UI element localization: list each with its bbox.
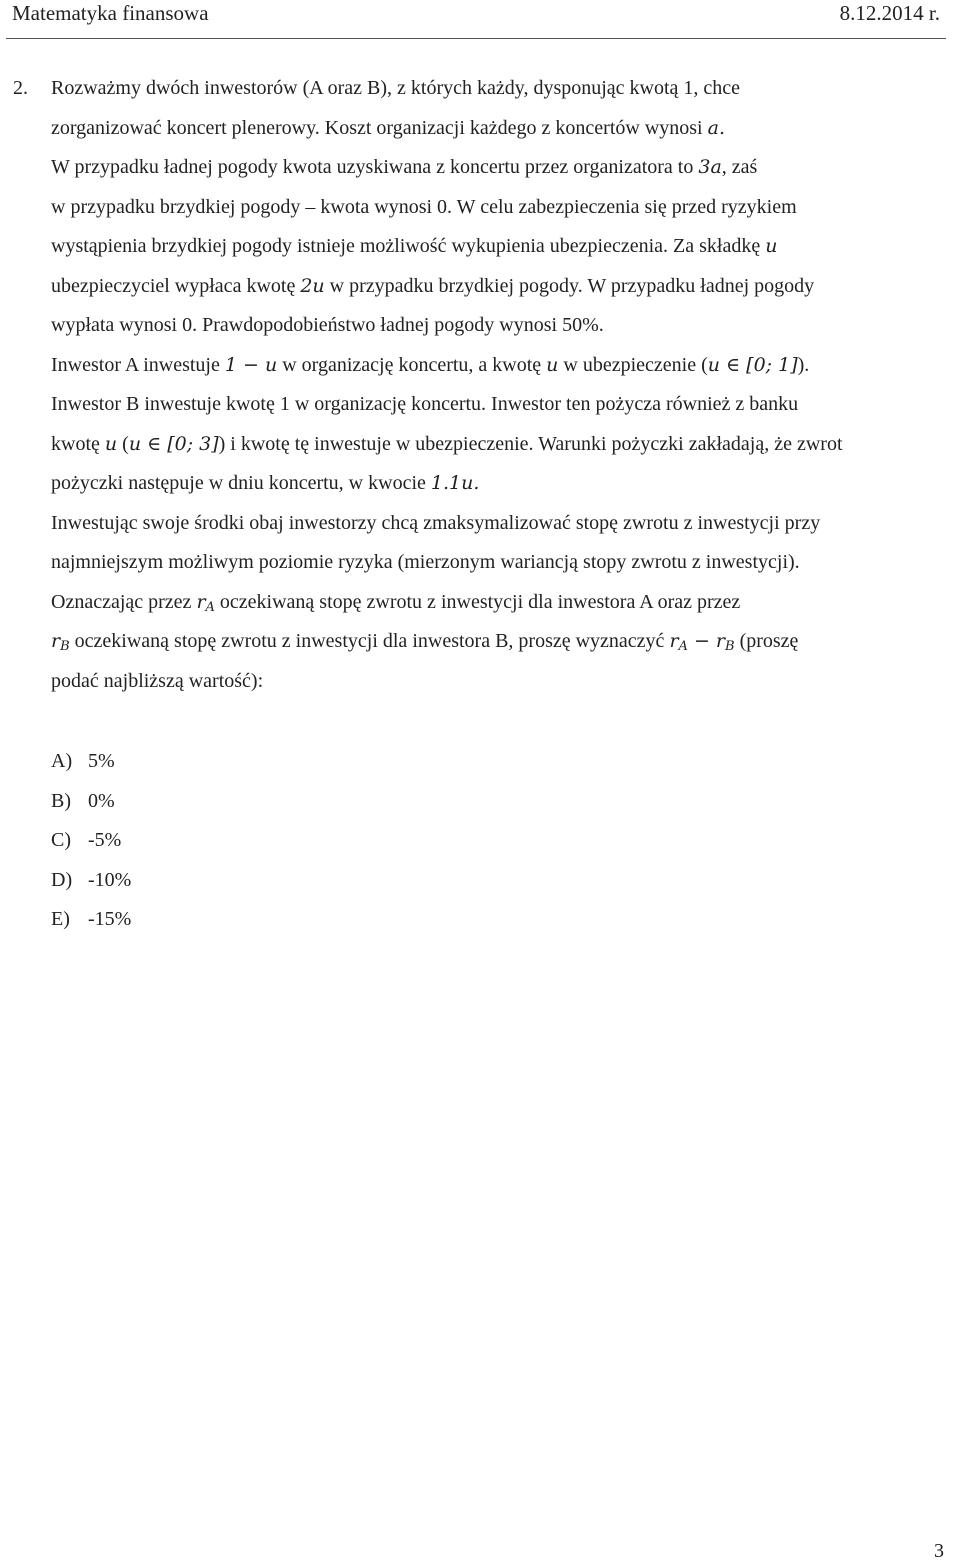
text-span: ). <box>797 353 810 376</box>
math-expression: u ∈ [0; 3] <box>128 432 219 455</box>
text-span: wypłata wynosi 0. Prawdopodobieństwo ładnej pogody wynosi 50%. <box>51 314 604 336</box>
text-span: Rozważmy dwóch inwestorów (A oraz B), z których każdy, dysponując kwotą 1, chce <box>51 77 741 99</box>
math-subscript: A <box>678 639 688 654</box>
answer-value: -5% <box>88 829 122 851</box>
problem-line <box>51 192 931 232</box>
text-span: w przypadku brzydkiej pogody – kwota wynosi 0. W celu zabezpieczenia się przed ryzykiem <box>51 195 797 218</box>
problem-number: 2. <box>13 77 28 99</box>
text-span: pożyczki następuje w dniu koncertu, w kwocie <box>51 472 431 494</box>
answer-letter: D) <box>51 868 73 891</box>
math-expression: 1.1u. <box>430 472 480 494</box>
answer-option <box>51 825 131 865</box>
math-variable: r <box>715 630 726 652</box>
text-span: oczekiwaną stopę zwrotu z inwestycji dla inwestora B, proszę wyznaczyć <box>69 630 670 652</box>
math-expression: 1 − u <box>224 353 278 376</box>
text-span: oczekiwaną stopę zwrotu z inwestycji dla inwestora A oraz przez <box>214 590 741 613</box>
answer-option <box>51 746 131 786</box>
math-expression: u <box>104 432 118 455</box>
text-span: w ubezpieczenie ( <box>558 353 708 376</box>
text-span: Inwestor A inwestuje <box>51 353 225 376</box>
problem-line <box>51 666 931 706</box>
problem-line <box>51 113 931 153</box>
text-span: w przypadku brzydkiej pogody. W przypadku ładnej pogody <box>324 274 815 297</box>
math-expression: a. <box>707 116 725 139</box>
problem-text <box>51 73 931 705</box>
answer-options <box>51 746 131 944</box>
answer-value: 5% <box>88 750 115 772</box>
math-variable: r <box>196 590 206 613</box>
answer-letter: B) <box>51 789 71 812</box>
text-span: zorganizować koncert plenerowy. Koszt organizacji każdego z koncertów wynosi <box>51 116 708 139</box>
problem-line <box>51 626 931 666</box>
math-subscript: B <box>60 639 70 654</box>
text-span: Inwestując swoje środki obaj inwestorzy chcą zmaksymalizować stopę zwrotu z inwestycji przy <box>51 511 821 534</box>
answer-letter: E) <box>51 908 70 930</box>
answer-letter: C) <box>51 829 71 851</box>
problem-line <box>51 468 931 508</box>
math-variable: r <box>669 630 679 652</box>
answer-option <box>51 904 131 944</box>
answer-value: 0% <box>88 789 115 812</box>
text-span: wystąpienia brzydkiej pogody istnieje możliwość wykupienia ubezpieczenia. Za składkę <box>51 235 766 257</box>
answer-value: -15% <box>88 908 132 930</box>
answer-option <box>51 786 131 826</box>
text-span: ) i kwotę tę inwestuje w ubezpieczenie. Warunki pożyczki zakładają, że zwrot <box>218 432 843 455</box>
problem-line <box>51 350 931 390</box>
problem-line <box>51 152 931 192</box>
text-span: w organizację koncertu, a kwotę <box>277 353 547 376</box>
problem-line <box>51 547 931 587</box>
math-subscript: B <box>725 639 735 654</box>
problem-line <box>51 231 931 271</box>
math-variable: r <box>51 630 61 652</box>
header-date: 8.12.2014 r. <box>839 1 940 25</box>
problem-line <box>51 429 931 469</box>
text-span: podać najbliższą wartość): <box>51 669 264 692</box>
problem-line <box>51 587 931 627</box>
text-span: , zaś <box>721 156 758 178</box>
text-span: Inwestor B inwestuje kwotę 1 w organizację koncertu. Inwestor ten pożycza również z banku <box>51 393 799 415</box>
math-subscript: A <box>205 599 215 615</box>
text-span: W przypadku ładnej pogody kwota uzyskiwana z koncertu przez organizatora to <box>51 156 699 178</box>
answer-option <box>51 865 131 905</box>
page-header <box>6 0 946 39</box>
text-span: ubezpieczyciel wypłaca kwotę <box>51 274 301 297</box>
math-expression: 2u <box>300 274 325 297</box>
problem-line <box>51 310 931 350</box>
math-expression: 3a <box>698 156 722 178</box>
problem-line <box>51 508 931 548</box>
header-title: Matematyka finansowa <box>12 1 209 25</box>
answer-value: -10% <box>88 868 132 891</box>
page-number: 3 <box>934 1540 944 1562</box>
problem-line <box>51 271 931 311</box>
text-span: najmniejszym możliwym poziomie ryzyka (mierzonym wariancją stopy zwrotu z inwestycji). <box>51 551 800 573</box>
math-expression: u ∈ [0; 1] <box>707 353 798 376</box>
math-expression: u <box>765 235 778 257</box>
problem-line <box>51 389 931 429</box>
text-span: Oznaczając przez <box>51 590 197 613</box>
text-span: ( <box>117 432 129 455</box>
answer-letter: A) <box>51 750 73 772</box>
problem-line <box>51 73 931 113</box>
math-operator: − <box>687 630 716 652</box>
text-span: kwotę <box>51 432 105 455</box>
text-span: (proszę <box>734 630 799 652</box>
math-expression: u <box>546 353 559 376</box>
